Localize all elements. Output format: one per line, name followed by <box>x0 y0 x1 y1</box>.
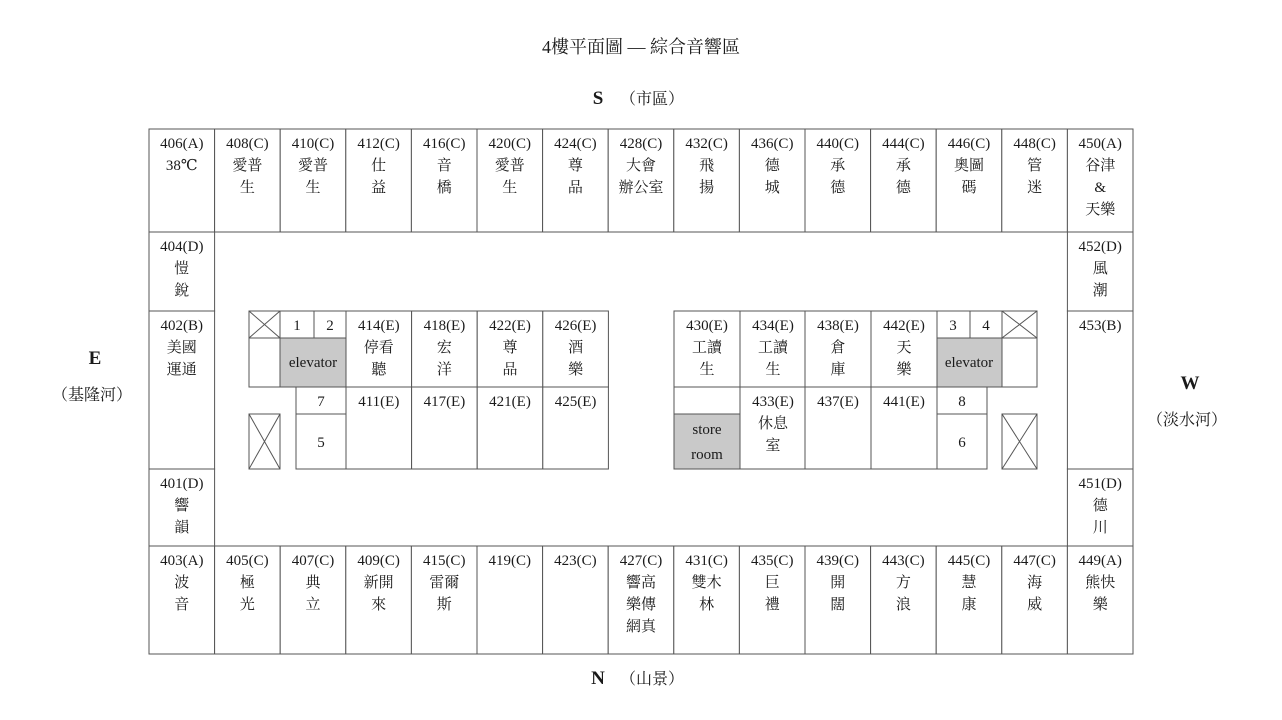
booth <box>805 311 871 387</box>
booth <box>740 387 806 469</box>
booth-name: 愛普 <box>494 158 525 174</box>
booth-number: 427(C) <box>619 553 663 569</box>
west-label: （淡水河） <box>1146 412 1228 429</box>
booth <box>412 311 478 387</box>
booth-name: 德 <box>1092 498 1108 514</box>
booth <box>149 311 215 469</box>
booth-number: 416(C) <box>422 136 466 152</box>
booth-name: 林 <box>699 597 715 613</box>
booth-name: 銳 <box>174 283 190 299</box>
booth-name: 生 <box>502 180 518 196</box>
booth-name: 工讀 <box>757 340 789 356</box>
booth-name: 38℃ <box>165 158 198 174</box>
booth-number: 444(C) <box>882 136 925 152</box>
elevator-number: 3 <box>949 318 957 334</box>
booth-number: 405(C) <box>226 553 269 569</box>
elevator-number: 7 <box>317 394 325 410</box>
booth-number: 424(C) <box>554 136 597 152</box>
booth-number: 435(C) <box>750 553 794 569</box>
store-room-label: room <box>691 447 723 463</box>
booth-number: 423(C) <box>554 553 597 569</box>
booth-name: 承 <box>830 158 846 174</box>
booth <box>346 129 412 232</box>
booth <box>149 546 215 654</box>
booth-name: 城 <box>764 180 780 196</box>
booth-name: 工讀 <box>691 340 723 356</box>
booth-name: 室 <box>765 438 781 454</box>
booth-number: 445(C) <box>947 553 991 569</box>
booth <box>149 469 215 546</box>
booth <box>1002 129 1068 232</box>
booth-name: 慧 <box>961 575 977 591</box>
booth-name: 斯 <box>436 597 452 613</box>
booth-number: 443(C) <box>882 553 925 569</box>
booth <box>805 129 871 232</box>
booth-name: 休息 <box>757 416 789 432</box>
booth <box>346 387 412 469</box>
booth-name: 天 <box>896 340 912 356</box>
booth-number: 447(C) <box>1013 553 1056 569</box>
booth-name: 德 <box>830 180 846 196</box>
booth <box>740 311 806 387</box>
booth <box>739 546 805 654</box>
booth-name: 承 <box>895 158 911 174</box>
booth-name: 川 <box>1092 520 1108 536</box>
booth-number: 407(C) <box>291 553 335 569</box>
booth <box>674 311 740 387</box>
booth <box>346 311 412 387</box>
booth <box>739 129 805 232</box>
booth-name: 音 <box>174 597 190 613</box>
booth <box>411 129 477 232</box>
west-letter: W <box>1180 373 1200 394</box>
booth-number: 412(C) <box>357 136 400 152</box>
booth-name: 飛 <box>699 158 715 174</box>
north-letter: N <box>591 668 605 689</box>
booth-name: 開 <box>830 575 846 591</box>
booth-number: 451(D) <box>1078 476 1122 492</box>
booth-cell <box>149 311 215 469</box>
booth <box>871 546 937 654</box>
booth-name: 雷爾 <box>429 575 460 591</box>
booth-number: 422(E) <box>489 318 531 334</box>
booth-name: 美國 <box>166 340 197 356</box>
booth-name: 揚 <box>699 180 715 196</box>
elevator-label: elevator <box>288 355 338 371</box>
booth <box>477 387 543 469</box>
booth-name: 運通 <box>166 362 197 378</box>
store-room-label: store <box>692 422 722 438</box>
south-letter: S <box>592 88 604 109</box>
booth <box>871 129 937 232</box>
booth <box>805 387 871 469</box>
booth-number: 425(E) <box>554 394 597 410</box>
booth-number: 417(E) <box>423 394 466 410</box>
booth <box>215 129 281 232</box>
booth-name: 禮 <box>764 597 780 613</box>
booth-name: 倉 <box>830 340 846 356</box>
booth <box>412 387 478 469</box>
booth-name: 品 <box>567 180 583 196</box>
booth-number: 418(E) <box>423 318 466 334</box>
booth <box>149 129 215 232</box>
booth-name: 康 <box>961 597 977 613</box>
booth-number: 411(E) <box>358 394 400 410</box>
booth-name: 生 <box>699 362 715 378</box>
store-room <box>674 387 740 469</box>
booth-number: 432(C) <box>685 136 728 152</box>
booth-name: 生 <box>305 180 321 196</box>
booth-name: 新開 <box>363 575 394 591</box>
booth-name: 樂 <box>568 362 584 378</box>
booth-number: 414(E) <box>357 318 400 334</box>
booth-number: 402(B) <box>160 318 204 334</box>
booth-name: 音 <box>436 158 452 174</box>
booth-name: 大會 <box>625 158 657 174</box>
booth <box>871 311 937 387</box>
booth-name: 雙木 <box>691 575 722 591</box>
booth-number: 410(C) <box>291 136 335 152</box>
booth-name: 響 <box>174 498 190 514</box>
booth-name: 極 <box>239 575 255 591</box>
booth-name: 天樂 <box>1085 202 1116 218</box>
booth-name: 生 <box>765 362 781 378</box>
elevator-number: 2 <box>326 318 334 334</box>
north-label: （山景） <box>619 671 685 688</box>
booth-name: 愛普 <box>232 158 263 174</box>
booth <box>608 546 674 654</box>
booth-number: 450(A) <box>1078 136 1122 152</box>
booth-name: 熊快 <box>1085 575 1116 591</box>
booth <box>543 129 609 232</box>
booth-name: 洋 <box>436 362 452 378</box>
booth <box>280 129 346 232</box>
booth-name: 聽 <box>371 362 387 378</box>
booth-number: 448(C) <box>1013 136 1056 152</box>
booth-name: 尊 <box>567 158 583 174</box>
booth-name: 庫 <box>830 362 846 378</box>
booth-number: 431(C) <box>685 553 728 569</box>
booth-number: 409(C) <box>357 553 400 569</box>
booth-name: 奧圖 <box>953 158 985 174</box>
booth-number: 440(C) <box>816 136 860 152</box>
booth-name: 益 <box>371 180 387 196</box>
elevator-number: 4 <box>982 318 990 334</box>
booth <box>1067 129 1133 232</box>
booth-name: 碼 <box>961 180 977 196</box>
booth-name: 樂 <box>1092 597 1108 613</box>
south-label: （市區） <box>619 91 685 108</box>
booth <box>674 129 740 232</box>
booth-name: 巨 <box>764 575 780 591</box>
booth-name: 浪 <box>895 597 911 613</box>
booth-name: 潮 <box>1092 283 1108 299</box>
booth-number: 452(D) <box>1078 239 1122 255</box>
booth-number: 433(E) <box>752 394 794 410</box>
booth <box>936 129 1002 232</box>
booth-number: 449(A) <box>1078 553 1122 569</box>
booth <box>1067 311 1133 469</box>
elevator-number: 5 <box>317 435 325 451</box>
booth <box>477 129 543 232</box>
booth-number: 406(A) <box>160 136 204 152</box>
booth-name: 立 <box>305 597 321 613</box>
booth-name: 愛普 <box>297 158 329 174</box>
booth <box>543 311 609 387</box>
booth-number: 419(C) <box>488 553 532 569</box>
booth-name: 響高 <box>625 575 657 591</box>
booth-name: 樂 <box>896 362 912 378</box>
booth-name: 來 <box>371 597 387 613</box>
booth-name: 德 <box>895 180 911 196</box>
stair-shaft <box>1002 338 1037 387</box>
booth-name: 方 <box>895 575 911 591</box>
booth-number: 401(D) <box>160 476 204 492</box>
booth <box>215 546 281 654</box>
booth-number: 453(B) <box>1078 318 1122 334</box>
booth <box>477 311 543 387</box>
booth-name: 橋 <box>436 180 452 196</box>
booth-number: 426(E) <box>554 318 597 334</box>
booth-name: 谷津 <box>1085 158 1116 174</box>
store-room-upper-cell <box>674 387 740 414</box>
booth-number: 420(C) <box>488 136 532 152</box>
elevator-number: 8 <box>958 394 966 410</box>
booth <box>805 546 871 654</box>
booth-name: 仕 <box>371 158 387 174</box>
booth-name: 典 <box>305 575 321 591</box>
booth <box>346 546 412 654</box>
booth-number: 438(E) <box>817 318 859 334</box>
booth-name: 海 <box>1027 575 1043 591</box>
booth-name: 管 <box>1027 158 1043 174</box>
booth-number: 404(D) <box>160 239 204 255</box>
booth-name: 闊 <box>830 597 846 613</box>
booth-name: 威 <box>1027 597 1043 613</box>
booth <box>871 387 937 469</box>
booth-name: 韻 <box>174 520 190 536</box>
booth <box>411 546 477 654</box>
elevator-number: 1 <box>293 318 301 334</box>
booth-name: 樂傳 <box>625 597 657 613</box>
booth <box>674 546 740 654</box>
booth-number: 408(C) <box>226 136 269 152</box>
booth-number: 446(C) <box>947 136 991 152</box>
booth-number: 437(E) <box>817 394 859 410</box>
booth-name: 辦公室 <box>618 180 664 196</box>
booth-number: 439(C) <box>816 553 860 569</box>
booth-name: 品 <box>502 362 518 378</box>
booth <box>477 546 543 654</box>
booth-name: 波 <box>174 575 190 591</box>
booth <box>543 546 609 654</box>
booth-number: 442(E) <box>883 318 925 334</box>
elevator-number: 6 <box>958 435 966 451</box>
booth <box>1067 469 1133 546</box>
east-letter: E <box>88 348 102 369</box>
booth-name: 愷 <box>174 261 190 277</box>
booth-name: & <box>1094 180 1107 196</box>
booth-name: 網真 <box>625 619 657 635</box>
booth <box>936 546 1002 654</box>
booth <box>149 232 215 311</box>
booth <box>1067 546 1133 654</box>
booth-number: 430(E) <box>686 318 728 334</box>
booth-name: 停看 <box>363 340 394 356</box>
plan-title: 4樓平面圖 — 綜合音響區 <box>542 37 740 57</box>
booth-number: 436(C) <box>750 136 794 152</box>
booth <box>1002 546 1068 654</box>
booth <box>1067 232 1133 311</box>
booth <box>543 387 609 469</box>
booth-name: 酒 <box>568 340 584 356</box>
stair-shaft <box>249 338 280 387</box>
booth-number: 441(E) <box>883 394 925 410</box>
booth-name: 迷 <box>1027 180 1043 196</box>
booth-cell <box>1067 311 1133 469</box>
booth <box>280 546 346 654</box>
east-label: （基隆河） <box>51 387 133 404</box>
booth-name: 尊 <box>502 340 518 356</box>
booth-name: 光 <box>239 597 255 613</box>
booth-name: 生 <box>239 180 255 196</box>
booth-name: 宏 <box>436 340 452 356</box>
booth <box>608 129 674 232</box>
booth-number: 403(A) <box>160 553 204 569</box>
booth-name: 德 <box>764 158 780 174</box>
booth-number: 434(E) <box>752 318 794 334</box>
booth-number: 415(C) <box>422 553 466 569</box>
booth-number: 428(C) <box>619 136 663 152</box>
booth-number: 421(E) <box>489 394 531 410</box>
booth-name: 風 <box>1092 261 1108 277</box>
elevator-label: elevator <box>944 355 994 371</box>
